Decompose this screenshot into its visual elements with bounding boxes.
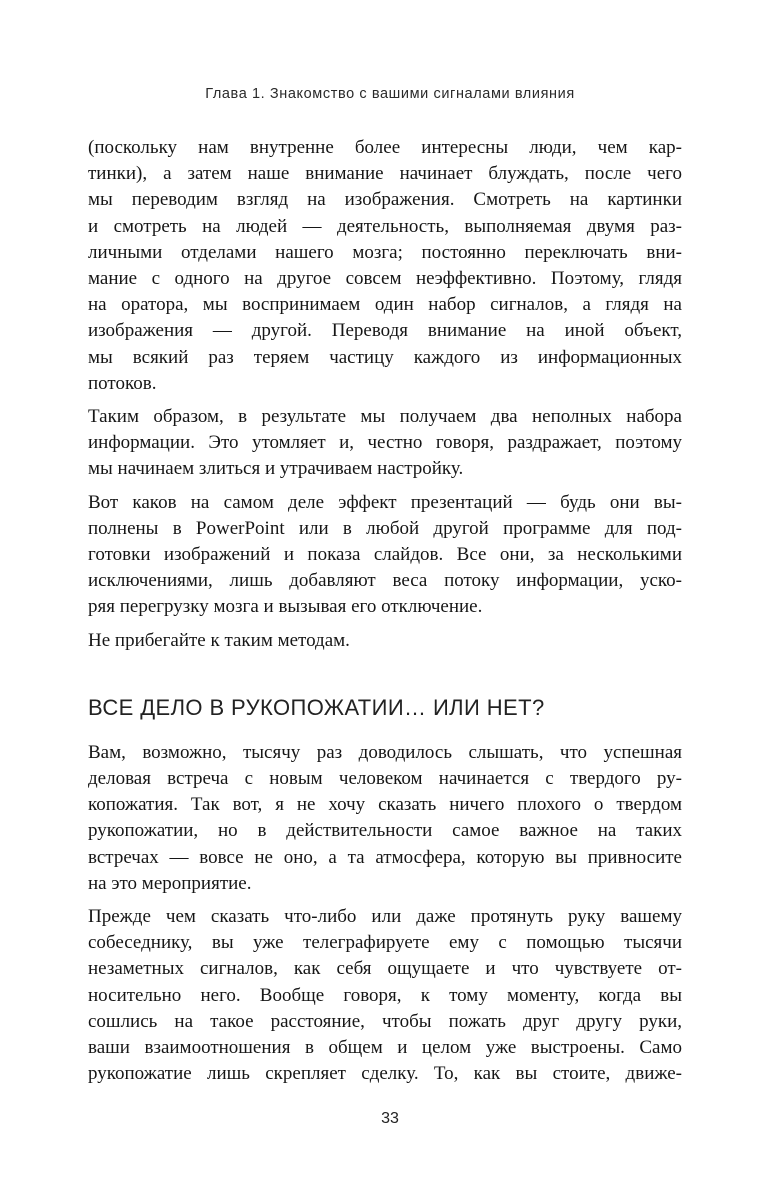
paragraph — [88, 135, 682, 397]
text-line: мы начинаем злиться и утрачиваем настройку. — [88, 458, 464, 480]
text-line: ряя перегрузку мозга и вызывая его отключение. — [88, 596, 483, 618]
text-line: мы всякий раз теряем частицу каждого из информационных — [88, 346, 682, 368]
text-line: сошлись на такое расстояние, чтобы пожать друг другу руки, — [88, 1010, 682, 1032]
text-line: личными отделами нашего мозга; постоянно переключать вни- — [88, 241, 682, 263]
text-line: носительно него. Вообще говоря, к тому моменту, когда вы — [88, 984, 682, 1006]
text-line: Вам, возможно, тысячу раз доводилось слышать, что успешная — [88, 741, 682, 763]
page-number: 33 — [381, 1110, 399, 1127]
text-line: потоков. — [88, 372, 157, 394]
text-line: тинки), а затем наше внимание начинает блуждать, после чего — [88, 163, 682, 185]
text-line: Таким образом, в результате мы получаем два неполных набора — [88, 406, 682, 428]
main-text — [88, 135, 682, 1095]
paragraph — [88, 404, 682, 483]
text-line: мы переводим взгляд на изображения. Смотреть на картинки — [88, 189, 682, 211]
running-header: Глава 1. Знакомство с вашими сигналами влияния — [205, 86, 575, 102]
paragraph — [88, 490, 682, 621]
text-line: Не прибегайте к таким методам. — [88, 629, 350, 651]
text-line: готовки изображений и показа слайдов. Все они, за несколькими — [88, 544, 682, 566]
text-line: собеседнику, вы уже телеграфируете ему с помощью тысячи — [88, 932, 682, 954]
paragraph — [88, 628, 682, 654]
text-line: ваши взаимоотношения в общем и целом уже выстроены. Само — [88, 1037, 682, 1059]
text-line: рукопожатии, но в действительности самое важное на таких — [88, 820, 682, 842]
text-line: копожатия. Так вот, я не хочу сказать ничего плохого о твердом — [88, 794, 682, 816]
text-line: информации. Это утомляет и, честно говоря, раздражает, поэтому — [88, 432, 682, 454]
text-line: и смотреть на людей — деятельность, выполняемая двумя раз- — [88, 215, 682, 237]
text-line: незаметных сигналов, как себя ощущаете и что чувствуете от- — [88, 958, 682, 980]
text-line: изображения — другой. Переводя внимание на иной объект, — [88, 320, 682, 342]
text-line: Прежде чем сказать что-либо или даже протянуть руку вашему — [88, 906, 682, 928]
text-line: на это мероприятие. — [88, 872, 252, 894]
text-line: рукопожатие лишь скрепляет сделку. То, как вы стоите, движе- — [88, 1063, 682, 1085]
text-line: деловая встреча с новым человеком начинается с твердого ру- — [88, 768, 682, 790]
text-line: полнены в PowerPoint или в любой другой программе для под- — [88, 517, 682, 539]
text-line: мание с одного на другое совсем неэффективно. Поэтому, глядя — [88, 268, 682, 290]
paragraph — [88, 904, 682, 1087]
text-line: Вот каков на самом деле эффект презентаций — будь они вы- — [88, 491, 682, 513]
text-line: встречах — вовсе не оно, а та атмосфера, которую вы привносите — [88, 846, 682, 868]
text-line: исключениями, лишь добавляют веса потоку информации, уско- — [88, 570, 682, 592]
paragraph — [88, 740, 682, 897]
text-line: на оратора, мы воспринимаем один набор сигналов, а глядя на — [88, 294, 682, 316]
section-heading: ВСЕ ДЕЛО В РУКОПОЖАТИИ… ИЛИ НЕТ? — [88, 694, 545, 720]
text-line: (поскольку нам внутренне более интересны люди, чем кар- — [88, 137, 682, 158]
